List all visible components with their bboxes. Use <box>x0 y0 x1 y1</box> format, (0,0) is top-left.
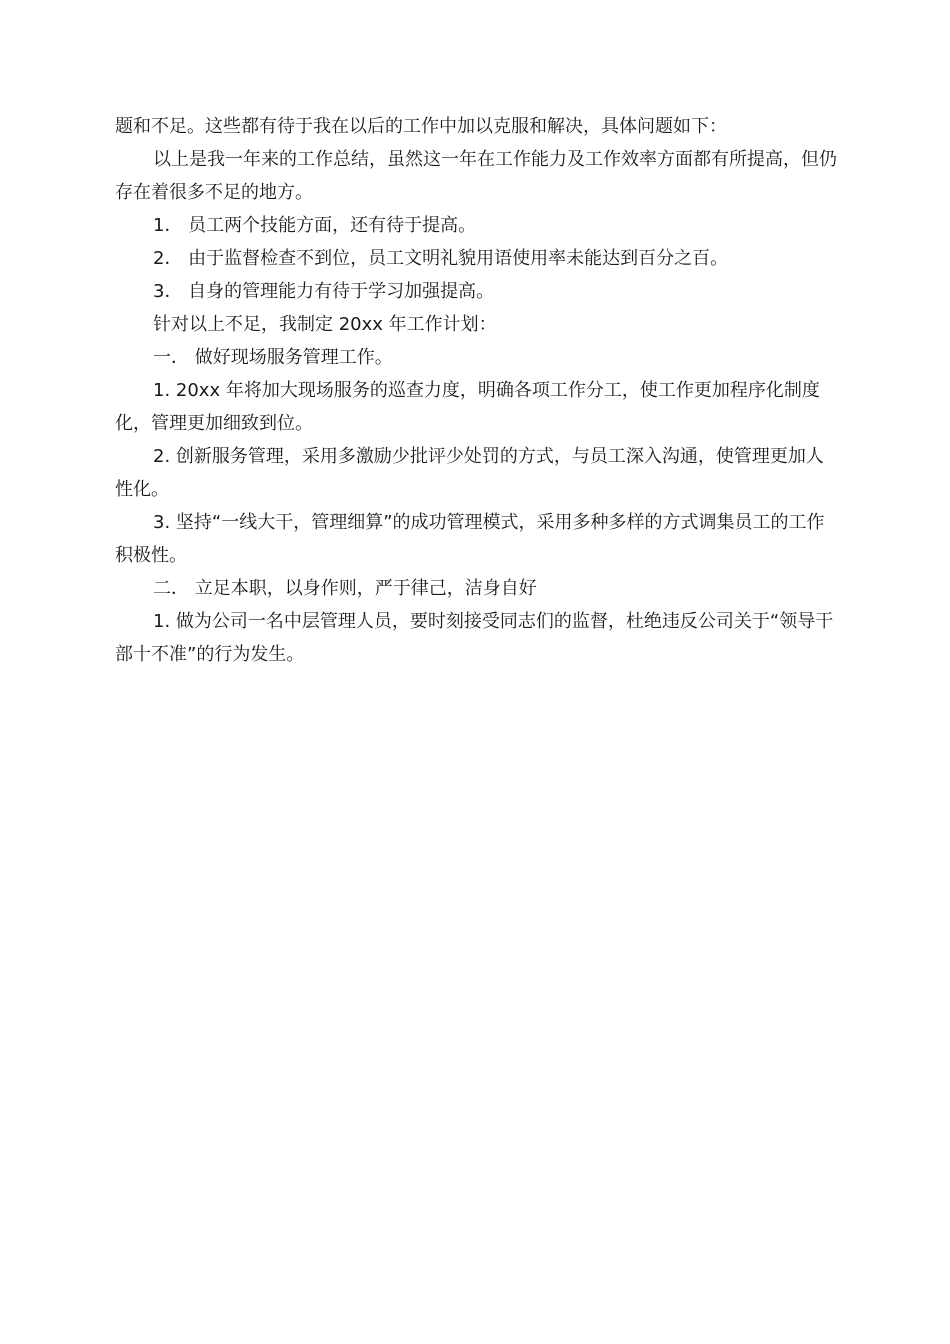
list-item-shortcoming-1: 1． 员工两个技能方面，还有待于提高。 <box>153 215 477 236</box>
list-item-shortcoming-2: 2． 由于监督检查不到位，员工文明礼貌用语使用率未能达到百分之百。 <box>153 248 729 269</box>
list-item-plan-1-1: 1. 20xx 年将加大现场服务的巡查力度，明确各项工作分工，使工作更加程序化制度化，管理更加细致到位。 <box>115 380 820 434</box>
section-heading-1: 一． 做好现场服务管理工作。 <box>153 347 393 368</box>
list-item-plan-1-2: 2. 创新服务管理，采用多激励少批评少处罚的方式，与员工深入沟通，使管理更加人性化。 <box>115 446 824 500</box>
list-item-plan-2-1: 1. 做为公司一名中层管理人员，要时刻接受同志们的监督，杜绝违反公司关于“领导干部十不准”的行为发生。 <box>115 611 834 665</box>
list-item-plan-1-3: 3. 坚持“一线大干，管理细算”的成功管理模式，采用多种多样的方式调集员工的工作积极性。 <box>115 512 825 566</box>
paragraph-plan-intro: 针对以上不足，我制定 20xx 年工作计划： <box>153 314 497 335</box>
list-item-shortcoming-3: 3． 自身的管理能力有待于学习加强提高。 <box>153 281 495 302</box>
paragraph-summary: 以上是我一年来的工作总结，虽然这一年在工作能力及工作效率方面都有所提高，但仍存在着很多不足的地方。 <box>115 149 837 203</box>
document-body <box>115 110 837 671</box>
section-heading-2: 二． 立足本职，以身作则，严于律己，洁身自好 <box>153 578 537 599</box>
paragraph-continuation: 题和不足。这些都有待于我在以后的工作中加以克服和解决，具体问题如下： <box>115 116 727 137</box>
